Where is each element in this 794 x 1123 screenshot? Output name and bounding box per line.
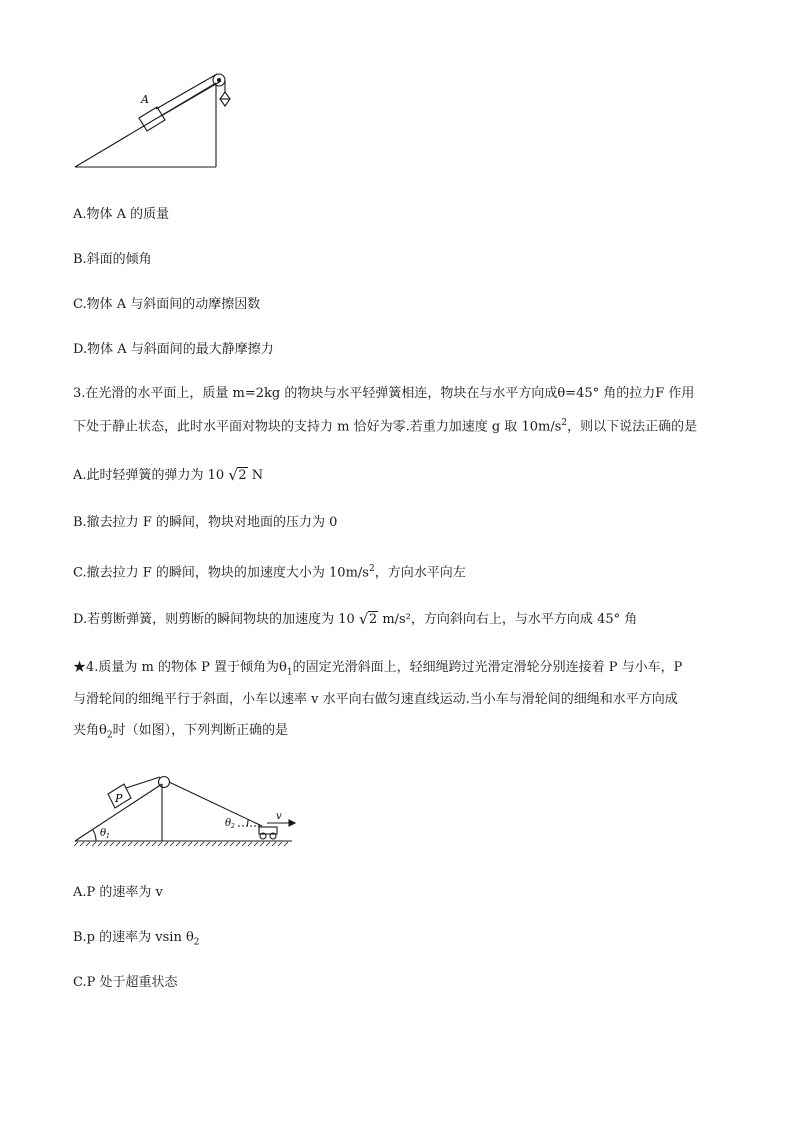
q4-option-c: C.P 处于超重状态	[73, 975, 178, 990]
q4-option-b: B.p 的速率为 vsin $\theta_2$	[73, 930, 200, 948]
velocity-label: v	[276, 811, 282, 822]
q3-option-c: C.撤去拉力 F 的瞬间，物块的加速度大小为 $10m/s^2$，方向水平向左	[73, 564, 466, 581]
q3-stem-line1: 3.在光滑的水平面上，质量 m=2kg 的物块与水平轻弹簧相连，物块在与水平方向成θ=45° 角的拉力F 作用	[73, 386, 695, 401]
theta2-label: $\theta_2$	[225, 818, 235, 830]
q2-option-a: A.物体 A 的质量	[73, 207, 170, 222]
q3-option-a: A.此时轻弹簧的弹力为 10 √ 2 N	[73, 466, 264, 484]
pulley-cart-figure	[70, 770, 300, 850]
q2-option-b: B.斜面的倾角	[73, 252, 152, 267]
incline-pulley-figure	[70, 70, 240, 172]
q4-stem-line3: 夹角$\theta_2$时（如图），下列判断正确的是	[73, 723, 289, 741]
block-a-label: A	[141, 93, 149, 106]
q3-option-d: D.若剪断弹簧，则剪断的瞬间物块的加速度为 10 √ 2 m/s²，方向斜向右上，与水平方向成 45° 角	[73, 610, 638, 628]
q4-stem-line1: ★4.质量为 m 的物体 P 置于倾角为$\theta_1$的固定光滑斜面上，轻细绳跨过光滑定滑轮分别连接着 P 与小车，P	[73, 660, 683, 678]
block-p-label: P	[115, 792, 123, 805]
sqrt-2: √ 2	[358, 610, 378, 628]
q2-option-c: C.物体 A 与斜面间的动摩擦因数	[73, 297, 261, 312]
q4-stem-line2: 与滑轮间的细绳平行于斜面，小车以速率 v 水平向右做匀速直线运动.当小车与滑轮间的细绳和水平方向成	[73, 692, 678, 707]
sqrt-2: √ 2	[228, 466, 247, 484]
q4-option-a: A.P 的速率为 v	[73, 885, 163, 900]
q3-stem-line2: 下处于静止状态，此时水平面对物块的支持力 m 恰好为零.若重力加速度 g 取 $10m/s^2$，则以下说法正确的是	[73, 418, 698, 435]
theta1-label: $\theta_1$	[100, 828, 110, 840]
q2-option-d: D.物体 A 与斜面间的最大静摩擦力	[73, 342, 274, 357]
q3-option-b: B.撤去拉力 F 的瞬间，物块对地面的压力为 0	[73, 515, 338, 530]
